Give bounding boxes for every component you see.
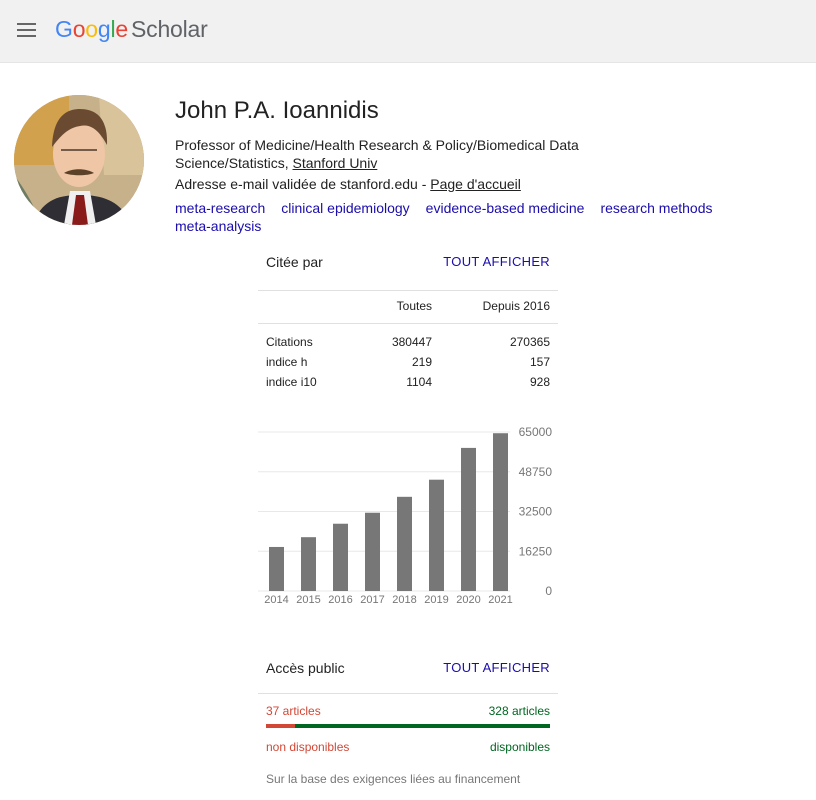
citations-bar-chart [258, 420, 558, 610]
row-all-value: 219 [411, 355, 432, 369]
x-tick-label: 2015 [296, 594, 321, 606]
google-scholar-logo[interactable] [55, 15, 208, 43]
row-since-value: 270365 [509, 335, 550, 349]
x-tick-label: 2016 [328, 594, 353, 606]
research-interests [175, 199, 775, 235]
row-label: indice h [266, 355, 308, 369]
profile-affiliation [175, 136, 625, 172]
cited-by-header [258, 246, 558, 291]
available-label: disponibles [489, 740, 550, 754]
bar-2021[interactable] [493, 433, 508, 591]
bar-2016[interactable] [333, 524, 348, 591]
interest-link[interactable]: evidence-based medicine [425, 200, 585, 216]
x-tick-label: 2020 [456, 594, 481, 606]
unavailable-progress-fill [266, 724, 295, 728]
avatar-portrait-icon [14, 95, 144, 225]
row-all-value: 1104 [406, 375, 432, 389]
y-tick-label: 16250 [518, 544, 552, 559]
column-all: Toutes [396, 299, 432, 313]
bar-2017[interactable] [365, 513, 380, 591]
homepage-link[interactable]: Page d'accueil [430, 176, 521, 192]
profile-email [175, 175, 521, 193]
top-bar [0, 0, 816, 63]
cited-by-card [258, 246, 558, 392]
column-since-2016: Depuis 2016 [482, 299, 550, 313]
row-since-value: 928 [529, 375, 550, 389]
interest-link[interactable]: research methods [600, 200, 713, 216]
row-all-value: 380447 [391, 335, 432, 349]
google-wordmark: Google [55, 16, 128, 42]
x-tick-label: 2019 [424, 594, 449, 606]
y-tick-label: 48750 [518, 464, 552, 479]
bar-2015[interactable] [301, 537, 316, 591]
profile-name: John P.A. Ioannidis [175, 97, 379, 124]
public-access-header [258, 652, 558, 694]
interest-link[interactable]: clinical epidemiology [281, 200, 410, 216]
x-tick-label: 2017 [360, 594, 385, 606]
bar-2014[interactable] [269, 547, 284, 591]
scholar-wordmark: Scholar [131, 16, 208, 42]
citation-row [258, 372, 558, 392]
y-tick-label: 0 [545, 584, 552, 598]
citation-row [258, 332, 558, 352]
available-count[interactable]: 328 articles [488, 704, 550, 718]
unavailable-count[interactable]: 37 articles [266, 704, 321, 718]
show-all-access-link[interactable]: TOUT AFFICHER [443, 660, 550, 675]
y-tick-label: 65000 [518, 425, 552, 439]
public-access-title: Accès public [266, 660, 345, 676]
menu-icon[interactable] [17, 23, 36, 37]
citation-row [258, 352, 558, 372]
show-all-citations-link[interactable]: TOUT AFFICHER [443, 254, 550, 269]
row-label: Citations [266, 335, 313, 349]
citation-columns-header [258, 291, 558, 324]
unavailable-label: non disponibles [266, 740, 350, 754]
affiliation-text: Professor of Medicine/Health Research & Policy/Biomedical Data Science/Statistics, [175, 137, 579, 171]
profile-avatar [14, 95, 144, 225]
x-tick-label: 2021 [488, 594, 513, 606]
interest-link[interactable]: meta-research [175, 200, 266, 216]
access-labels [258, 740, 558, 760]
y-tick-label: 32500 [518, 504, 552, 519]
email-text: Adresse e-mail validée de stanford.edu - [175, 176, 431, 192]
access-progress-bar [266, 724, 550, 728]
bar-2020[interactable] [461, 448, 476, 591]
row-label: indice i10 [266, 375, 317, 389]
bar-2018[interactable] [397, 497, 412, 591]
cited-by-title: Citée par [266, 254, 323, 270]
affiliation-link[interactable]: Stanford Univ [292, 155, 378, 171]
bar-2019[interactable] [429, 480, 444, 591]
interest-link[interactable]: meta-analysis [175, 218, 262, 234]
access-counts [258, 704, 558, 724]
x-tick-label: 2014 [264, 594, 289, 606]
x-tick-label: 2018 [392, 594, 417, 606]
row-since-value: 157 [529, 355, 550, 369]
funding-note: Sur la base des exigences liées au financement [266, 772, 521, 786]
public-access-card [258, 652, 558, 786]
